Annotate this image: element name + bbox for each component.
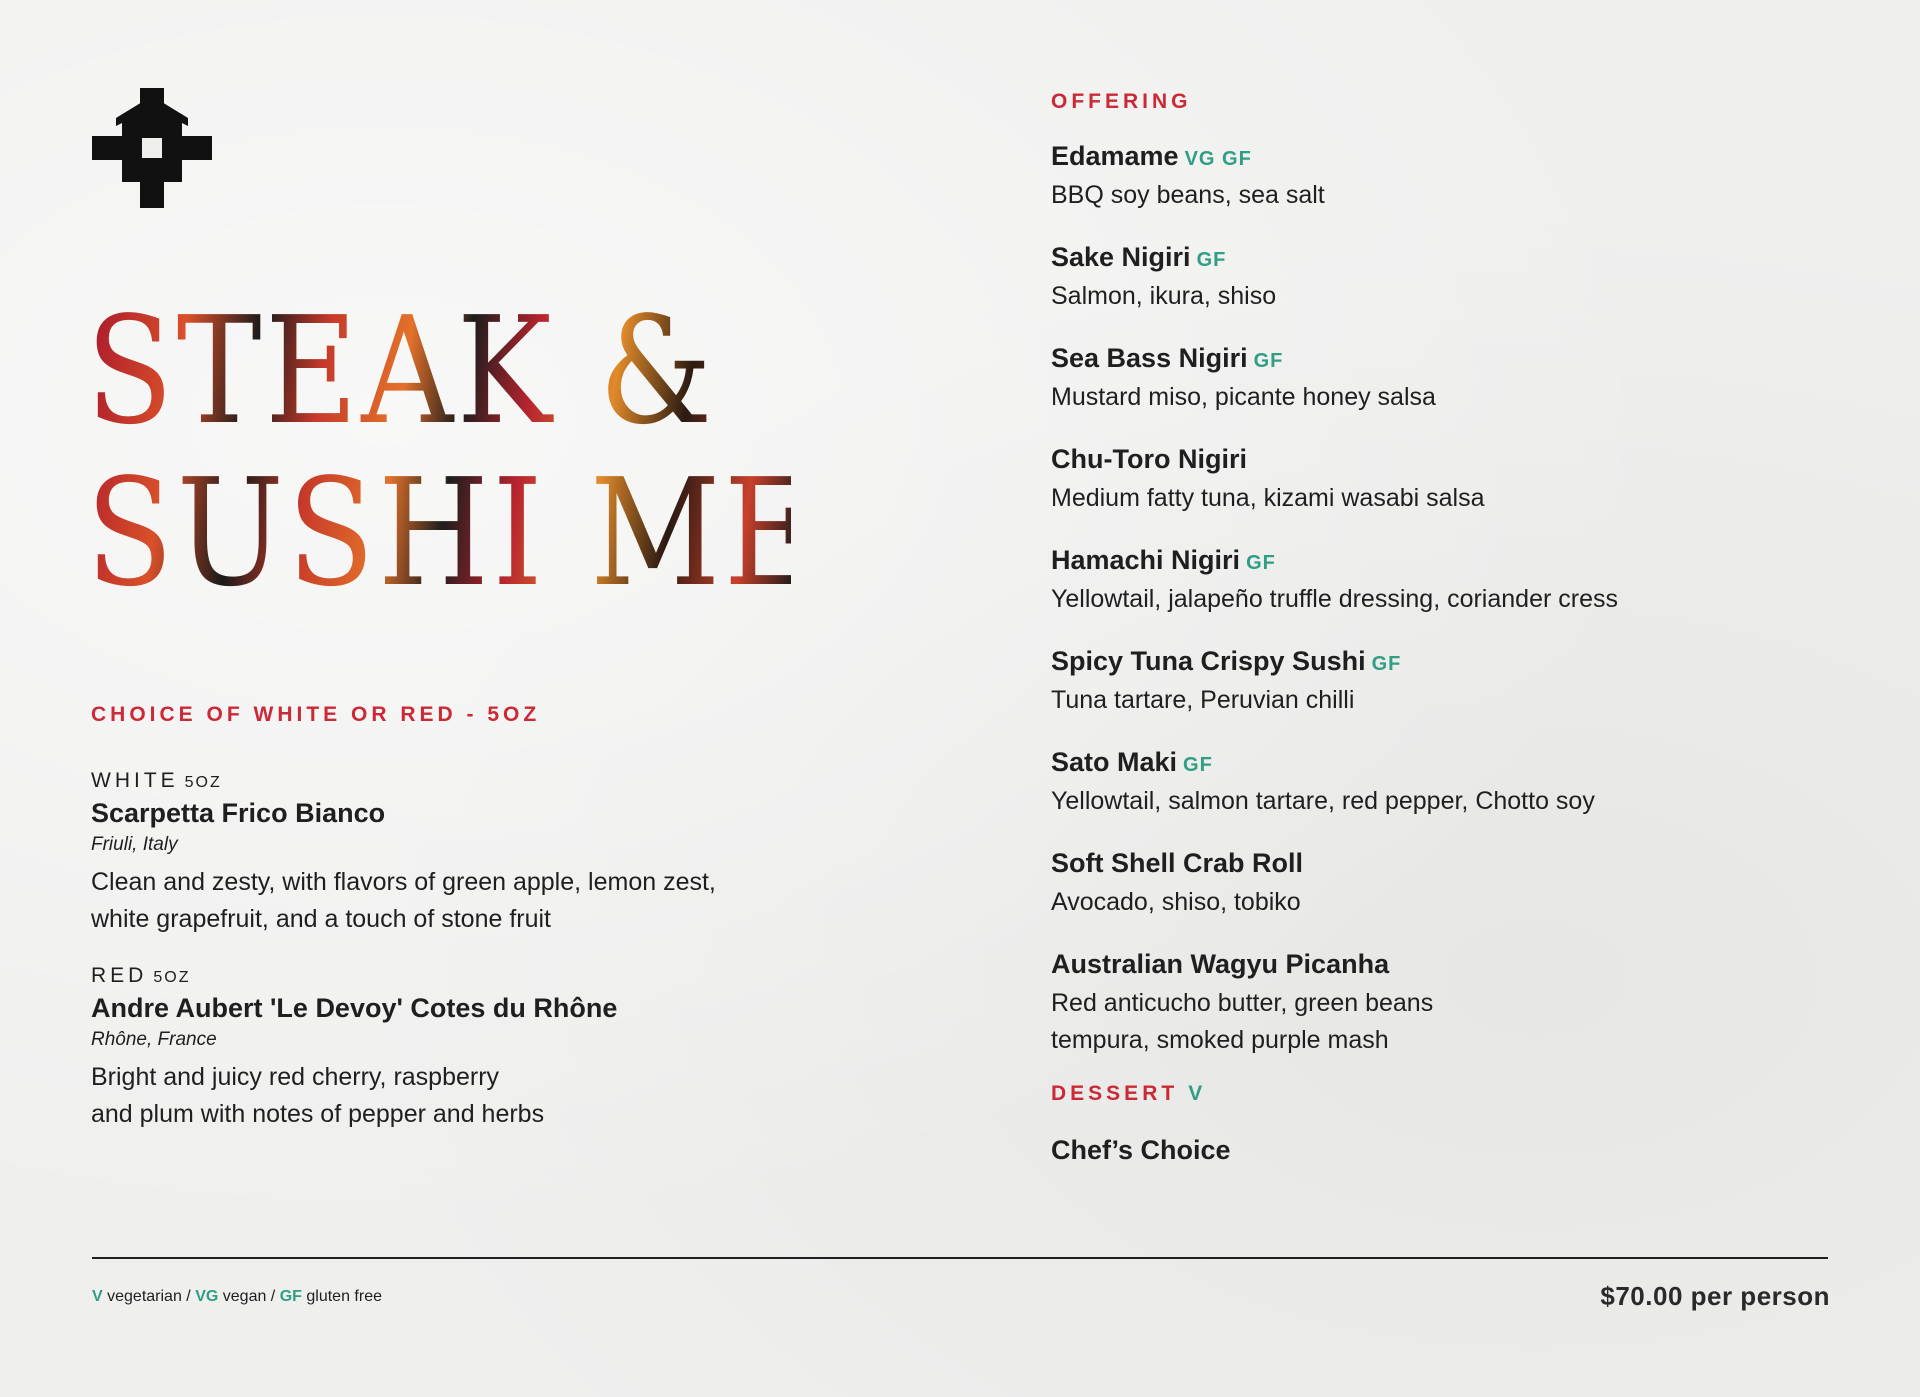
dish-name-row <box>1051 542 1851 581</box>
dish-description: Avocado, shiso, tobiko <box>1051 888 1301 916</box>
dessert-label: DESSERT <box>1051 1082 1179 1105</box>
dish-description: Yellowtail, jalapeño truffle dressing, coriander cress <box>1051 585 1618 613</box>
list-item <box>1051 946 1851 1054</box>
dish-name: Sato Maki <box>1051 747 1178 777</box>
dietary-tags: VG GF <box>1184 148 1252 170</box>
wine-origin: Rhône, France <box>91 1029 217 1050</box>
dish-name: Hamachi Nigiri <box>1051 545 1241 575</box>
dish-description: Medium fatty tuna, kizami wasabi salsa <box>1051 484 1485 512</box>
asterisk-cross-logo-icon <box>92 88 212 208</box>
wine-description: Bright and juicy red cherry, raspberry and plum with notes of pepper and herbs <box>91 1063 545 1128</box>
wine-section-label: CHOICE OF WHITE OR RED - 5OZ <box>91 703 541 726</box>
dietary-tags: V <box>1188 1082 1204 1105</box>
dish-name: Australian Wagyu Picanha <box>1051 949 1390 979</box>
dish-name: Edamame <box>1051 141 1179 171</box>
menu-title-line-1: STEAK & <box>86 285 716 457</box>
list-item <box>1051 845 1851 946</box>
dish-description: Red anticucho butter, green beans tempura, smoked purple mash <box>1051 989 1434 1054</box>
dessert-item: Chef’s Choice <box>1051 1135 1231 1165</box>
dessert-section-label <box>1051 1082 1203 1106</box>
wine-type-heading <box>91 963 811 991</box>
legend-text: gluten free <box>306 1288 382 1305</box>
wine-origin: Friuli, Italy <box>91 834 178 855</box>
dish-name: Sake Nigiri <box>1051 242 1191 272</box>
dish-name-row <box>1051 239 1851 278</box>
legend-key: VG <box>195 1288 219 1305</box>
dietary-tags: GF <box>1196 249 1227 271</box>
offering-list <box>1051 138 1851 1054</box>
white-wine-block <box>91 768 811 938</box>
list-item <box>1051 643 1851 744</box>
list-item <box>1051 138 1851 239</box>
dietary-legend <box>92 1286 382 1308</box>
menu-title <box>86 285 1046 619</box>
dietary-tags: GF <box>1371 653 1402 675</box>
wine-type-label: WHITE <box>91 769 179 792</box>
wine-description: Clean and zesty, with flavors of green apple, lemon zest, white grapefruit, and a touch of stone fruit <box>91 868 716 933</box>
list-item <box>1051 441 1851 542</box>
list-item <box>1051 239 1851 340</box>
list-item <box>1051 340 1851 441</box>
dish-name-row <box>1051 138 1851 177</box>
dish-description: Yellowtail, salmon tartare, red pepper, Chotto soy <box>1051 787 1595 815</box>
menu-title-line-2: SUSHI MENU <box>86 447 1046 619</box>
dish-name: Soft Shell Crab Roll <box>1051 848 1304 878</box>
legend-key: GF <box>279 1288 302 1305</box>
footer-divider <box>92 1257 1828 1259</box>
wine-type-label: RED <box>91 964 148 987</box>
dish-name-row <box>1051 845 1851 884</box>
dish-name: Sea Bass Nigiri <box>1051 343 1248 373</box>
dish-name: Spicy Tuna Crispy Sushi <box>1051 646 1366 676</box>
wine-size-label: 5OZ <box>153 969 191 986</box>
dish-description: BBQ soy beans, sea salt <box>1051 181 1325 209</box>
dish-name-row <box>1051 441 1851 480</box>
wine-size-label: 5OZ <box>184 774 222 791</box>
offering-section-label: OFFERING <box>1051 90 1192 113</box>
dish-description: Salmon, ikura, shiso <box>1051 282 1277 310</box>
price-per-person: $70.00 per person <box>1600 1281 1830 1311</box>
wine-name: Andre Aubert 'Le Devoy' Cotes du Rhône <box>91 993 618 1023</box>
legend-text: vegan / <box>222 1288 276 1305</box>
list-item <box>1051 542 1851 643</box>
legend-text: vegetarian / <box>107 1288 191 1305</box>
dish-name-row <box>1051 744 1851 783</box>
list-item <box>1051 744 1851 845</box>
dish-description: Mustard miso, picante honey salsa <box>1051 383 1436 411</box>
dish-description: Tuna tartare, Peruvian chilli <box>1051 686 1355 714</box>
dish-name: Chu-Toro Nigiri <box>1051 444 1247 474</box>
dietary-tags: GF <box>1183 754 1213 776</box>
wine-name: Scarpetta Frico Bianco <box>91 798 386 828</box>
dish-name-row <box>1051 340 1851 379</box>
dietary-tags: GF <box>1253 350 1284 372</box>
red-wine-block <box>91 963 811 1133</box>
dietary-tags: GF <box>1246 552 1276 574</box>
wine-type-heading <box>91 768 811 796</box>
legend-key: V <box>92 1288 103 1305</box>
dish-name-row <box>1051 946 1851 985</box>
dish-name-row <box>1051 643 1851 682</box>
